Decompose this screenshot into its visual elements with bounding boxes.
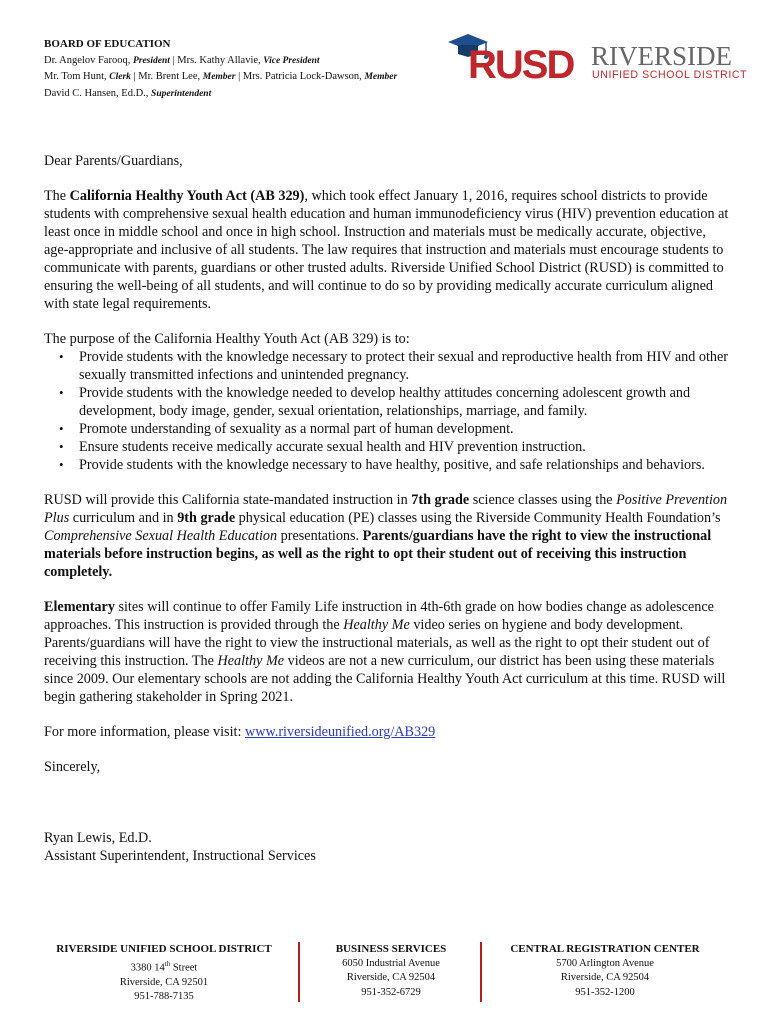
closing: Sincerely, <box>44 759 101 775</box>
text-run: Street <box>170 962 198 973</box>
text-run: RUSD will provide this California state-mandated instruction in <box>44 492 412 508</box>
purpose-intro: The purpose of the California Healthy Youth Act (AB 329) is to: <box>44 331 410 347</box>
separator: | <box>172 54 175 66</box>
paragraph-elementary <box>44 598 730 706</box>
footer-business-services <box>310 942 472 1000</box>
paragraph-ab329-intro <box>44 187 730 313</box>
member-role: Vice President <box>263 55 320 66</box>
footer-address <box>40 957 288 976</box>
text-run: , which took effect January 1, 2016, requires school districts to provide students with comprehensive sexual health education and human immunodeficiency virus (HIV) prevention education at least once in middle school and once in high school. Instruction and materials must be medically accurate, objective, age-appropriate and inclusive of all students. The law requires that instruction and materials must encourage students to communicate with parents, guardians or other trusted adults. Riverside Unified School District (RUSD) is committed to ensuring the well-being of all students, and will continue to do so by providing medically accurate curriculum aligned with state legal requirements. <box>44 188 729 312</box>
footer-divider <box>298 942 300 1002</box>
signature-space <box>44 793 730 829</box>
curriculum-name: Positive Prevention Plus <box>44 492 728 526</box>
text-run: presentations. <box>277 528 363 544</box>
list-item: • Provide students with the knowledge necessary to protect their sexual and reproductive health from HIV and other sexually transmitted infections and unintended pregnancy. <box>79 348 730 384</box>
footer-address: 6050 Industrial Avenue <box>342 957 440 969</box>
text-run: video series on hygiene and body development. Parents/guardians will have the right to view the instructional materials, as well as the right to opt their student out of receiving this instruction. The <box>44 617 710 669</box>
footer-divider <box>480 942 482 1002</box>
list-item: • Ensure students receive medically accurate sexual health and HIV prevention instruction. <box>79 438 730 456</box>
footer-phone: 951-352-6729 <box>361 986 421 998</box>
footer-district-office <box>40 942 288 1005</box>
footer-title: CENTRAL REGISTRATION CENTER <box>510 943 700 955</box>
board-line-1 <box>44 53 444 70</box>
list-item: • Provide students with the knowledge necessary to have healthy, positive, and safe relationships and behaviors. <box>79 456 730 474</box>
member-role: President <box>132 55 170 66</box>
board-of-education <box>44 37 444 102</box>
signer-title: Assistant Superintendent, Instructional Services <box>44 848 316 864</box>
board-title: BOARD OF EDUCATION <box>44 38 171 50</box>
member-role: Member <box>202 72 236 82</box>
footer-city: Riverside, CA 92501 <box>119 976 209 988</box>
member-name: Mr. Brent Lee, <box>138 71 201 82</box>
grade-7: 7th grade <box>411 492 470 508</box>
separator: | <box>133 71 136 82</box>
text-run: sites will continue to offer Family Life instruction in 4th-6th grade on how bodies change as adolescence approaches. This instruction is provided through the <box>44 599 714 633</box>
footer-phone: 951-352-1200 <box>575 986 635 998</box>
member-name: Mrs. Patricia Lock-Dawson, <box>242 71 362 82</box>
text-run: videos are not a new curriculum, our district has been using these materials since 2009. Our elementary schools are not adding the California Healthy Youth Act curriculum at this time. RUSD will begin gathering stakeholder in Spring 2021. <box>44 653 726 705</box>
ab329-link[interactable]: www.riversideunified.org/AB329 <box>244 724 436 740</box>
video-series-name: Healthy Me <box>343 617 410 633</box>
logo-subtitle: UNIFIED SCHOOL DISTRICT <box>592 69 748 81</box>
member-name: Mr. Tom Hunt, <box>44 71 107 82</box>
board-line-2 <box>44 69 444 86</box>
text-run: physical education (PE) classes using the Riverside Community Health Foundation’s <box>235 510 721 526</box>
member-name: David C. Hansen, Ed.D., <box>44 87 149 99</box>
text-run: For more information, please visit: <box>44 724 245 740</box>
purpose-list <box>44 348 730 474</box>
signer-name: Ryan Lewis, Ed.D. <box>44 830 152 846</box>
text-run: science classes using the <box>469 492 617 508</box>
member-role: Member <box>364 72 398 82</box>
text-run: curriculum and in <box>69 510 178 526</box>
curriculum-name: Comprehensive Sexual Health Education <box>44 528 278 544</box>
footer <box>0 942 770 1012</box>
paragraph-rusd-instruction <box>44 491 730 581</box>
member-role: Superintendent <box>151 88 212 99</box>
separator: | <box>238 71 241 82</box>
footer-city: Riverside, CA 92504 <box>346 972 436 983</box>
letter-body <box>44 152 730 865</box>
video-series-name: Healthy Me <box>217 653 285 669</box>
logo-acronym: RUSD <box>468 43 574 87</box>
rusd-logo <box>446 32 751 92</box>
list-item: • Provide students with the knowledge needed to develop healthy attitudes concerning adolescent growth and development, body image, gender, sexual orientation, relationships, marriage, and family. <box>79 384 730 420</box>
list-item: • Promote understanding of sexuality as a normal part of human development. <box>79 420 730 438</box>
text-run: 3380 14 <box>130 962 165 973</box>
greeting: Dear Parents/Guardians, <box>44 153 183 169</box>
footer-registration-center <box>492 942 718 1000</box>
opt-out-notice: Parents/guardians have the right to view the instructional materials before instruction begins, as well as the right to opt their student out of receiving this instruction completely. <box>44 528 712 580</box>
footer-phone: 951-788-7135 <box>134 991 194 1002</box>
member-name: Dr. Angelov Farooq, <box>44 54 131 66</box>
footer-address: 5700 Arlington Avenue <box>556 957 654 969</box>
member-role: Clerk <box>109 72 131 82</box>
member-name: Mrs. Kathy Allavie, <box>177 54 261 66</box>
text-run: The <box>44 188 70 204</box>
footer-title: RIVERSIDE UNIFIED SCHOOL DISTRICT <box>56 943 272 955</box>
act-name: California Healthy Youth Act (AB 329) <box>69 188 305 204</box>
board-line-3 <box>44 86 444 103</box>
footer-title: BUSINESS SERVICES <box>335 943 447 955</box>
elementary-label: Elementary <box>44 599 115 615</box>
logo-name: RIVERSIDE <box>591 41 732 71</box>
grade-9: 9th grade <box>177 510 236 526</box>
footer-city: Riverside, CA 92504 <box>560 972 650 983</box>
more-info <box>44 723 730 741</box>
text-run: th <box>164 959 171 968</box>
